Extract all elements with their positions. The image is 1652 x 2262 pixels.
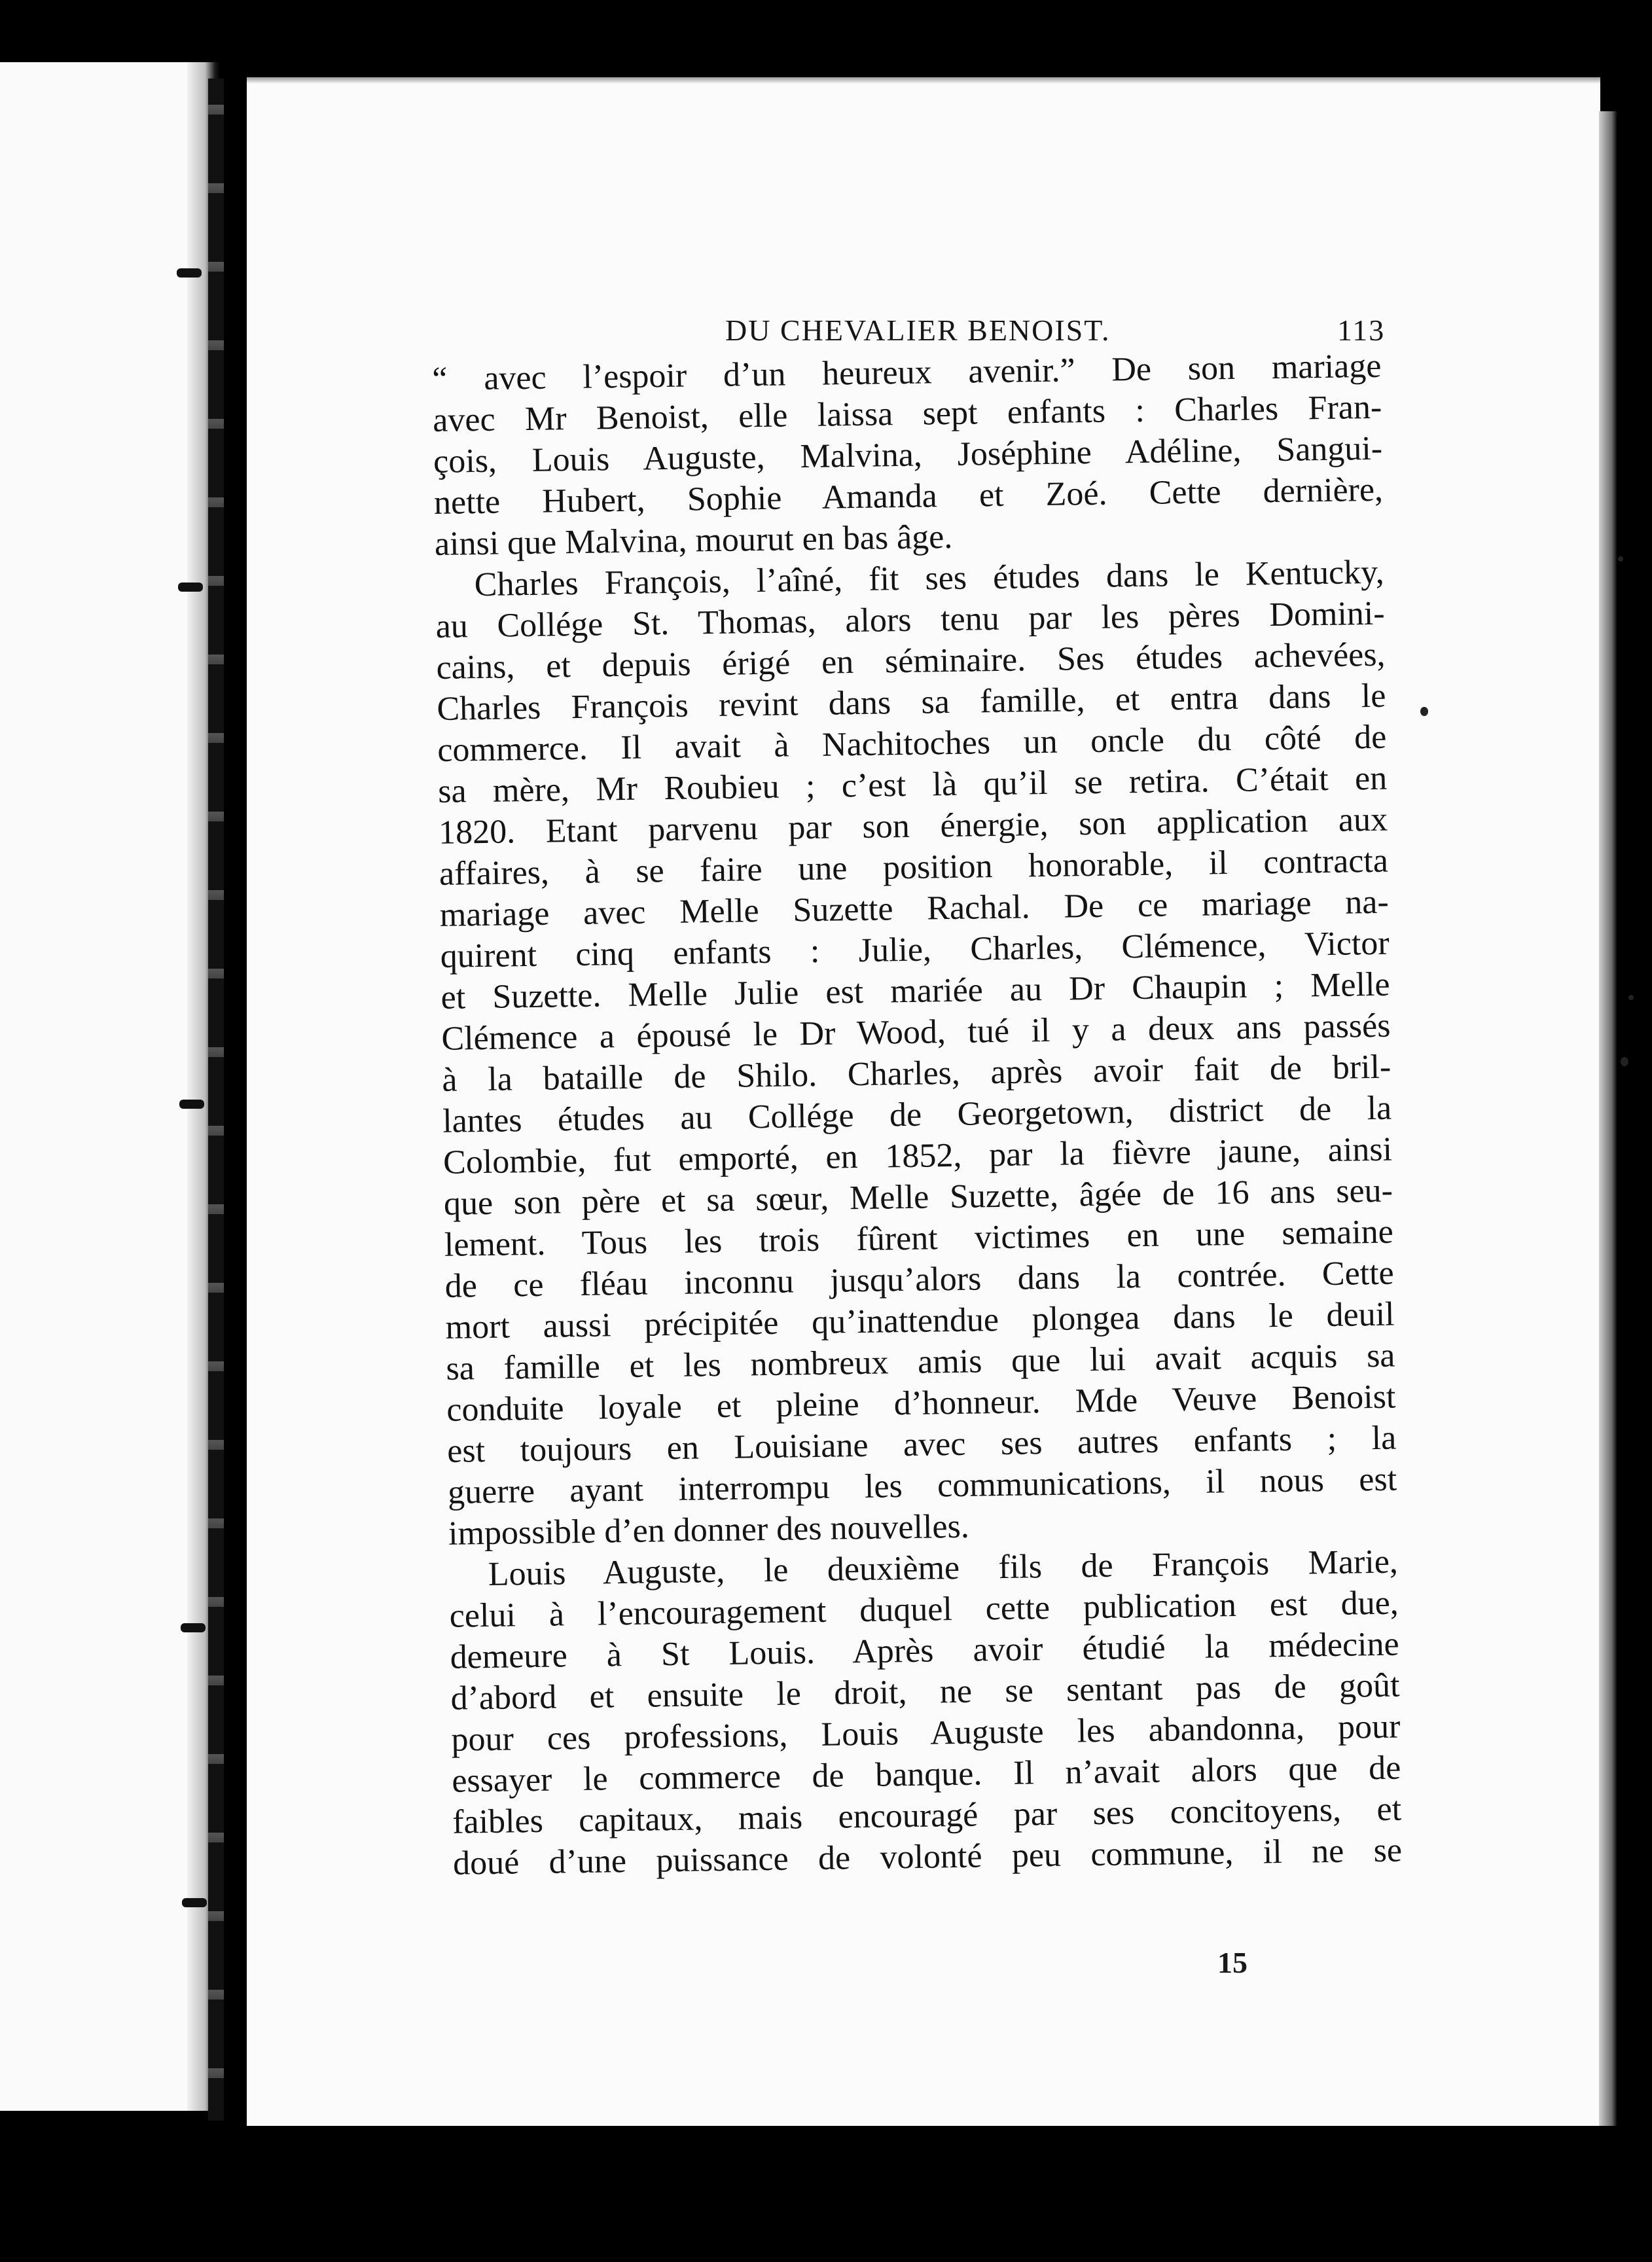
text-line: lantes études au Collége de Georgetown, district de la bbox=[442, 1089, 1392, 1140]
binding-stitch bbox=[177, 268, 202, 278]
text-line: lement. Tous les trois fûrent victimes en une semaine bbox=[444, 1213, 1394, 1264]
binding-stitch bbox=[181, 1623, 206, 1632]
text-line: avec Mr Benoist, elle laissa sept enfants : Charles Fran- bbox=[432, 388, 1382, 439]
text-line: impossible d’en donner des nouvelles. bbox=[448, 1507, 970, 1553]
text-line: est toujours en Louisiane avec ses autres enfants ; la bbox=[446, 1419, 1397, 1470]
text-line: “ avec l’espoir d’un heureux avenir.” De son mariage bbox=[432, 347, 1382, 398]
text-line: essayer le commerce de banque. Il n’avait alors que de bbox=[451, 1749, 1401, 1800]
previous-page-fragment bbox=[0, 62, 219, 2111]
ink-speck bbox=[1628, 995, 1634, 1000]
page-right-edge bbox=[1599, 111, 1617, 2126]
text-line: Charles François, l’aîné, fit ses études dans le Kentucky, bbox=[474, 553, 1385, 604]
text-line: nette Hubert, Sophie Amanda et Zoé. Cette dernière, bbox=[433, 471, 1384, 522]
text-line: Colombie, fut emporté, en 1852, par la fièvre jaune, ainsi bbox=[442, 1130, 1393, 1181]
text-line: ainsi que Malvina, mourut en bas âge. bbox=[434, 518, 953, 563]
body-text bbox=[432, 346, 1402, 1884]
text-line: guerre ayant interrompu les communications, il nous est bbox=[447, 1460, 1397, 1511]
text-line: demeure à St Louis. Après avoir étudié la médecine bbox=[450, 1625, 1399, 1676]
text-line: affaires, à se faire une position honorable, il contracta bbox=[439, 842, 1389, 893]
text-line: quirent cinq enfants : Julie, Charles, Clémence, Victor bbox=[440, 924, 1390, 975]
ink-speck bbox=[1621, 1057, 1628, 1066]
text-line: çois, Louis Auguste, Malvina, Joséphine Adéline, Sangui- bbox=[433, 429, 1383, 480]
text-line: à la bataille de Shilo. Charles, après avoir fait de bril- bbox=[441, 1048, 1392, 1099]
text-line: et Suzette. Melle Julie est mariée au Dr Chaupin ; Melle bbox=[440, 965, 1390, 1016]
text-line: au Collége St. Thomas, alors tenu par les pères Domini- bbox=[435, 594, 1385, 645]
text-line: cains, et depuis érigé en séminaire. Ses études achevées, bbox=[436, 636, 1386, 687]
text-line: faibles capitaux, mais encouragé par ses concitoyens, et bbox=[452, 1790, 1402, 1841]
text-line: sa mère, Mr Roubieu ; c’est là qu’il se retira. C’était en bbox=[437, 759, 1388, 810]
ink-speck bbox=[1420, 707, 1428, 716]
text-line: celui à l’encouragement duquel cette publication est due, bbox=[449, 1584, 1399, 1635]
page-number: 113 bbox=[1337, 314, 1386, 347]
running-head: DU CHEVALIER BENOIST. bbox=[725, 314, 1111, 347]
ink-speck bbox=[1618, 556, 1623, 562]
text-line: Louis Auguste, le deuxième fils de François Marie, bbox=[488, 1543, 1399, 1593]
text-line: mort aussi précipitée qu’inattendue plongea dans le deuil bbox=[445, 1295, 1395, 1346]
text-line: Clémence a épousé le Dr Wood, tué il y a deux ans passés bbox=[441, 1007, 1391, 1058]
binding-stitch bbox=[179, 1100, 204, 1109]
text-line: doué d’une puissance de volonté peu commune, il ne se bbox=[452, 1831, 1403, 1882]
text-line: mariage avec Melle Suzette Rachal. De ce mariage na- bbox=[439, 883, 1390, 934]
text-line: Charles François revint dans sa famille, et entra dans le bbox=[437, 677, 1386, 728]
text-line: d’abord et ensuite le droit, ne se sentant pas de goût bbox=[450, 1666, 1400, 1717]
text-line: commerce. Il avait à Nachitoches un oncle du côté de bbox=[437, 718, 1387, 769]
page-top-edge bbox=[247, 77, 1600, 84]
text-line: que son père et sa sœur, Melle Suzette, âgée de 16 ans seu- bbox=[443, 1172, 1393, 1223]
book-binding bbox=[208, 79, 224, 2121]
text-line: pour ces professions, Louis Auguste les abandonna, pour bbox=[451, 1708, 1401, 1759]
text-line: sa famille et les nombreux amis que lui avait acquis sa bbox=[446, 1337, 1395, 1388]
binding-stitch bbox=[182, 1898, 207, 1907]
text-line: de ce fléau inconnu jusqu’alors dans la contrée. Cette bbox=[444, 1254, 1395, 1305]
text-line: 1820. Etant parvenu par son énergie, son application aux bbox=[438, 800, 1388, 852]
signature-mark: 15 bbox=[1217, 1946, 1248, 1979]
text-line: conduite loyale et pleine d’honneur. Mde Veuve Benoist bbox=[446, 1378, 1396, 1429]
binding-stitch bbox=[178, 583, 203, 592]
